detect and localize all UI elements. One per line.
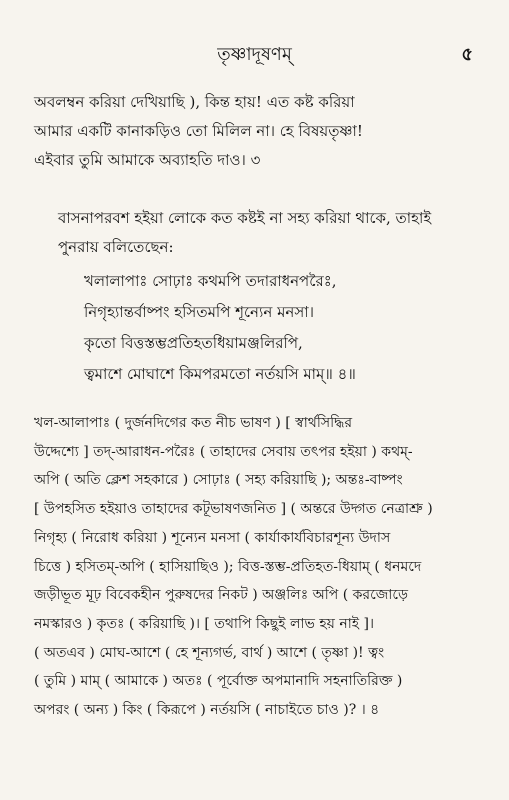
sanskrit-verse [84, 266, 474, 390]
text-line: পুনরায় বলিতেছেন: [58, 238, 174, 256]
text-line: আমার একটি কানাকড়িও তো মিলিল না। হে বিষয়তৃষ্ণা! [34, 122, 363, 140]
introductory-paragraph [34, 204, 475, 262]
verse-line: খলালাপাঃ সোঢ়াঃ কথমপি তদারাধনপরৈঃ, [84, 272, 337, 290]
explanation-line: অপরং ( অন্য ) কিং ( কিরূপে ) নর্তয়সি ( নাচাইতে চাও )? । ৪ [34, 702, 380, 719]
page-header [36, 42, 473, 70]
word-by-word-explanation [34, 409, 475, 725]
explanation-line: নমস্কারও ) কৃতঃ ( করিয়াছি )। [ তথাপি কিছুই লাভ হয় নাই ]। [34, 615, 374, 632]
verse-line: কৃতো বিত্তস্তম্ভপ্রতিহতধিয়ামঞ্জলিরপি, [84, 334, 303, 352]
explanation-line: অপি ( অতি ক্লেশ সহকারে ) সোঢ়াঃ ( সহ্য করিয়াছি ); অন্তঃ-বাষ্পং [34, 472, 403, 489]
explanation-line: ( তুমি ) মাম্ ( আমাকে ) অতঃ ( পূর্বোক্ত অপমানাদি সহনাতিরিক্ত ) [34, 673, 403, 690]
page-number: ৫ [461, 44, 473, 65]
explanation-line: খল-আলাপাঃ ( দুর্জনদিগের কত নীচ ভাষণ ) [ স্বার্থসিদ্ধির [34, 415, 353, 431]
verse-line: নিগৃহ্যান্তর্বাষ্পং হসিতমপি শূন্যেন মনসা। [84, 303, 314, 321]
text-line: অবলম্বন করিয়া দেখিয়াছি ), কিন্ত হায়! এত কষ্ট করিয়া [34, 93, 355, 111]
text-line: বাসনাপরবশ হইয়া লোকে কত কষ্টই না সহ্য করিয়া থাকে, তাহাই [58, 209, 432, 227]
text-line: এইবার তুমি আমাকে অব্যাহতি দাও। ৩ [34, 151, 261, 169]
page-title: তৃষ্ণাদূষণম্ [217, 44, 292, 65]
verse-line: ত্বমাশে মোঘাশে কিমপরমতো নর্তয়সি মাম্॥ ৪॥ [84, 365, 356, 383]
explanation-line: জড়ীভূত মূঢ় বিবেকহীন পুরুষদের নিকট ) অঞ্জলিঃ অপি ( করজোড়ে [34, 587, 408, 604]
paragraph-continuation [34, 88, 475, 175]
explanation-line: নিগৃহ্য ( নিরোধ করিয়া ) শূন্যেন মনসা ( কার্যাকার্যবিচারশূন্য উদাস [34, 529, 391, 546]
explanation-line: ( অতএব ) মোঘ-আশে ( হে শূন্যগর্ভ, বার্থ ) আশে ( তৃষ্ণা )! ত্বং [34, 644, 385, 661]
explanation-line: [ উপহসিত হইয়াও তাহাদের কটূভাষণজনিত ] ( অন্তরে উদ্গত নেত্রাশ্রু ) [34, 501, 433, 518]
explanation-line: উদ্দেশ্যে ] তদ্-আরাধন-পরৈঃ ( তাহাদের সেবায় তৎপর হইয়া ) কথম্- [34, 443, 413, 460]
explanation-line: চিত্তে ) হসিতম্-অপি ( হাসিয়াছিও ); বিত্ত-স্তম্ভ-প্রতিহত-ধিয়াম্ ( ধনমদে [34, 558, 422, 575]
